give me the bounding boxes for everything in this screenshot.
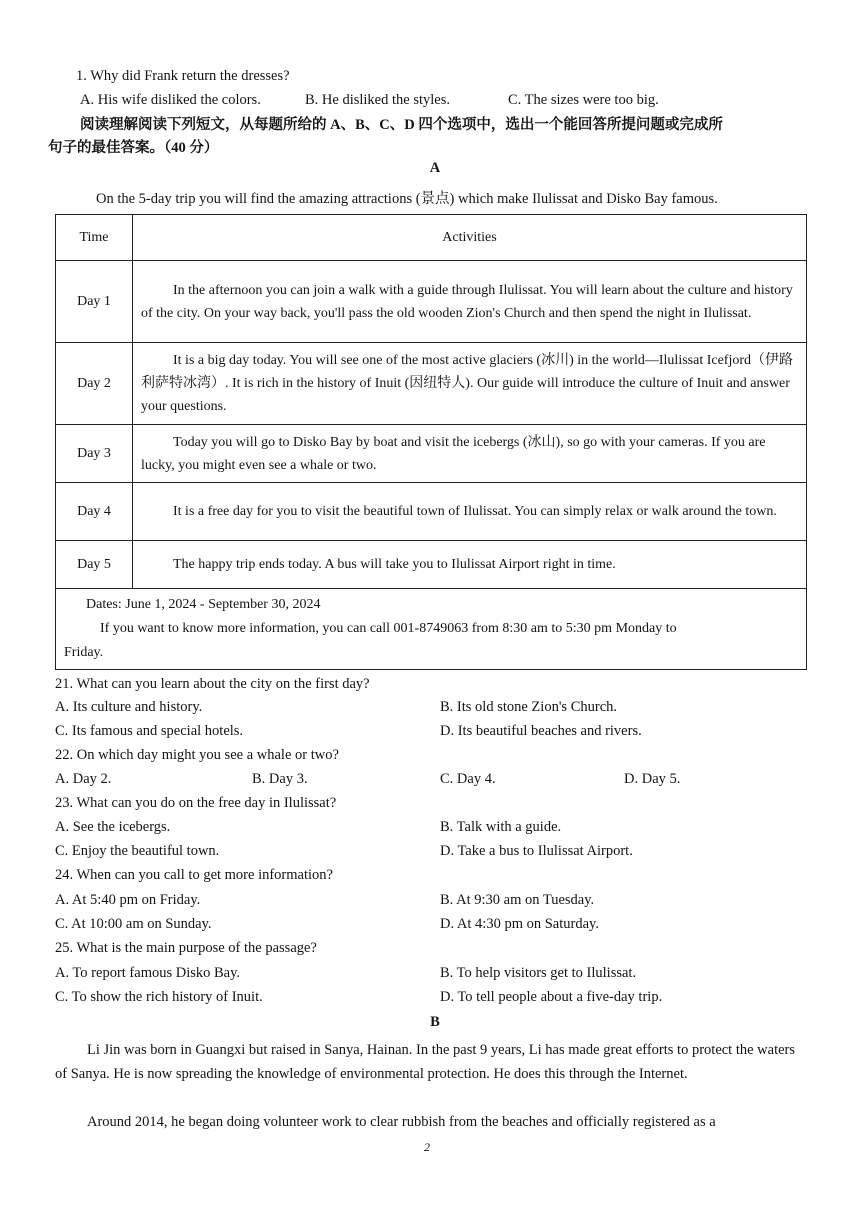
question-23-stem: 23. What can you do on the free day in Ilulissat? [55, 795, 337, 811]
prev-question-stem: 1. Why did Frank return the dresses? [76, 68, 290, 84]
activity-cell: It is a free day for you to visit the beautiful town of Ilulissat. You can simply relax or walk around the town. [133, 483, 807, 541]
q22-option-a: A. Day 2. [55, 771, 112, 787]
passage-b-label: B [430, 1014, 440, 1030]
activity-cell: It is a big day today. You will see one of the most active glaciers (冰川) in the world—Ilulissat Icefjord（伊路利萨特冰湾）. It is rich in the history of Inuit (因纽特人). Our guide will introduce the culture of Inuit and answer your questions. [133, 343, 807, 425]
prev-option-a: A. His wife disliked the colors. [80, 92, 261, 108]
q24-option-b: B. At 9:30 am on Tuesday. [440, 892, 595, 908]
passage-a-label: A [429, 160, 441, 176]
passage-b-paragraph-2: Around 2014, he began doing volunteer work to clear rubbish from the beaches and officially registered as a [87, 1114, 716, 1130]
q21-option-a: A. Its culture and history. [55, 699, 203, 715]
activity-cell: Today you will go to Disko Bay by boat and visit the icebergs (冰山), so go with your cameras. If you are lucky, you might even see a whale or two. [133, 425, 807, 483]
table-row [56, 425, 807, 483]
q24-option-d: D. At 4:30 pm on Saturday. [440, 916, 599, 932]
section-instruction: 阅读理解阅读下列短文，从每题所给的 A、B、C、D 四个选项中，选出一个能回答所提问题或完成所 [80, 117, 723, 133]
q25-option-b: B. To help visitors get to Ilulissat. [440, 965, 637, 981]
q25-option-a: A. To report famous Disko Bay. [55, 965, 241, 981]
question-22-stem: 22. On which day might you see a whale or two? [55, 747, 339, 763]
table-row [56, 541, 807, 589]
day-cell: Day 2 [56, 343, 133, 425]
q21-option-d: D. Its beautiful beaches and rivers. [440, 723, 642, 739]
table-header-row [56, 215, 807, 261]
prev-option-c: C. The sizes were too big. [508, 92, 659, 108]
page-number: 2 [424, 1140, 430, 1154]
trip-dates: Dates: June 1, 2024 - September 30, 2024 [86, 597, 321, 612]
schedule-table [55, 214, 807, 670]
q24-option-a: A. At 5:40 pm on Friday. [55, 892, 201, 908]
table-footer-row [56, 589, 807, 670]
q23-option-b: B. Talk with a guide. [440, 819, 562, 835]
activity-cell: The happy trip ends today. A bus will take you to Ilulissat Airport right in time. [133, 541, 807, 589]
day-cell: Day 5 [56, 541, 133, 589]
activity-cell: In the afternoon you can join a walk with a guide through Ilulissat. You will learn about the culture and history of the city. On your way back, you'll pass the old wooden Zion's Church and then spend the night in Ilulissat. [133, 261, 807, 343]
q22-option-b: B. Day 3. [252, 771, 308, 787]
q23-option-a: A. See the icebergs. [55, 819, 171, 835]
table-row [56, 483, 807, 541]
question-25-stem: 25. What is the main purpose of the passage? [55, 940, 317, 956]
q23-option-c: C. Enjoy the beautiful town. [55, 843, 220, 859]
contact-info: If you want to know more information, you can call 001-8749063 from 8:30 am to 5:30 pm Monday to [100, 621, 677, 636]
table-row [56, 343, 807, 425]
question-21-stem: 21. What can you learn about the city on the first day? [55, 676, 370, 692]
passage-b-paragraph-1: Li Jin was born in Guangxi but raised in Sanya, Hainan. In the past 9 years, Li has made great efforts to protect the waters of Sanya. He is now spreading the knowledge of environmental protection. He does this through the Internet. [55, 1042, 796, 1082]
day-cell: Day 3 [56, 425, 133, 483]
question-24-stem: 24. When can you call to get more information? [55, 867, 333, 883]
q25-option-d: D. To tell people about a five-day trip. [440, 989, 663, 1005]
q21-option-c: C. Its famous and special hotels. [55, 723, 244, 739]
section-instruction-2: 句子的最佳答案。（40 分） [48, 140, 219, 156]
q22-option-c: C. Day 4. [440, 771, 496, 787]
q21-option-b: B. Its old stone Zion's Church. [440, 699, 618, 715]
header-time: Time [56, 215, 133, 261]
q25-option-c: C. To show the rich history of Inuit. [55, 989, 263, 1005]
table-footer [56, 589, 807, 670]
passage-a-intro: On the 5-day trip you will find the amazing attractions (景点) which make Ilulissat and Disko Bay famous. [96, 191, 718, 207]
q24-option-c: C. At 10:00 am on Sunday. [55, 916, 212, 932]
day-cell: Day 1 [56, 261, 133, 343]
header-activities: Activities [133, 215, 807, 261]
prev-option-b: B. He disliked the styles. [305, 92, 450, 108]
q23-option-d: D. Take a bus to Ilulissat Airport. [440, 843, 633, 859]
table-row [56, 261, 807, 343]
day-cell: Day 4 [56, 483, 133, 541]
contact-info-2: Friday. [64, 645, 104, 660]
q22-option-d: D. Day 5. [624, 771, 681, 787]
